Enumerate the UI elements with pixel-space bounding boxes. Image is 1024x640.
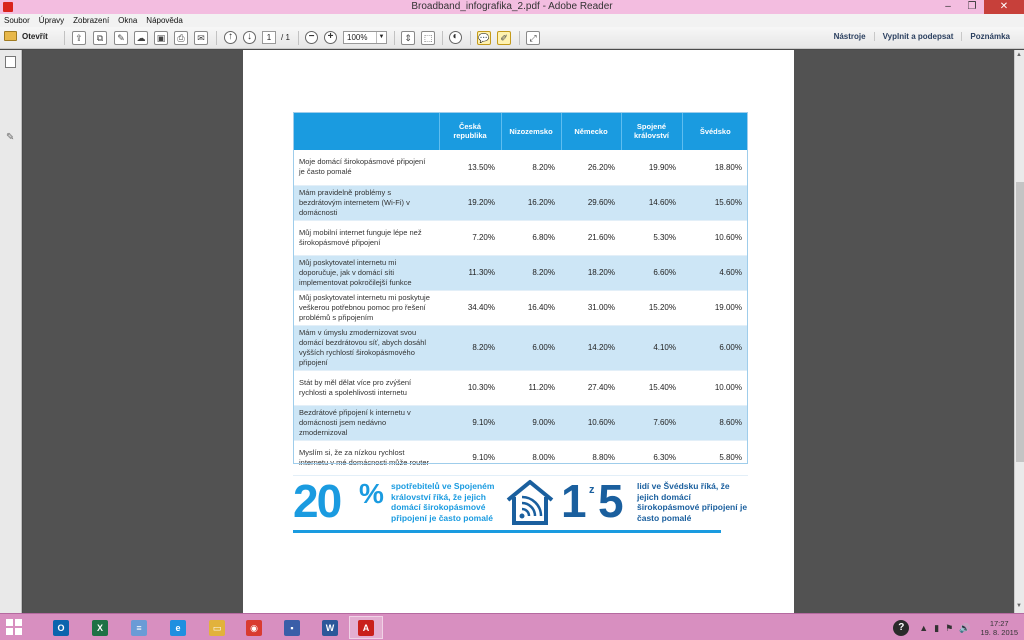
table-header: Švédsko xyxy=(682,112,748,150)
table-cell: 10.00% xyxy=(682,370,748,405)
table-header: Česká republika xyxy=(439,112,501,150)
row-label: Stát by měl dělat více pro zvýšení rychlosti a spolehlivosti internetu xyxy=(293,370,439,405)
stat1-text: spotřebitelů ve Spojeném království říká, že jejich domácí širokopásmové připojení je často pomalé xyxy=(391,481,495,523)
zoom-value: 100% xyxy=(347,33,368,42)
row-label: Mám v úmyslu zmodernizovat svou domácí bezdrátovou síť, abych dosáhl vyšších rychlostí širokopásmového připojení xyxy=(293,325,439,370)
table-cell: 6.00% xyxy=(682,325,748,370)
taskbar-app-excel[interactable] xyxy=(83,616,117,639)
house-wifi-icon xyxy=(505,478,555,526)
minimize-button[interactable]: – xyxy=(945,1,951,12)
table-cell: 6.30% xyxy=(621,440,682,475)
stat1-number: 20 xyxy=(293,475,341,527)
toolbar xyxy=(0,27,1024,49)
internet-explorer-icon: e xyxy=(170,620,186,636)
email-icon[interactable]: ✉ xyxy=(194,31,208,45)
comment-tab[interactable]: Poznámka xyxy=(961,32,1018,41)
close-button[interactable]: ✕ xyxy=(984,0,1024,14)
document-area[interactable] xyxy=(23,50,1014,613)
word-icon: W xyxy=(322,620,338,636)
infographic-divider xyxy=(293,530,721,533)
chrome-icon: ◉ xyxy=(246,620,262,636)
excel-icon: X xyxy=(92,620,108,636)
menu-soubor[interactable]: Soubor xyxy=(4,16,30,25)
menu-upravy[interactable]: Úpravy xyxy=(38,16,65,25)
folder-icon xyxy=(4,31,17,41)
help-icon[interactable]: ? xyxy=(893,620,909,636)
stat2-one: 1 xyxy=(561,475,587,527)
table-header-row xyxy=(293,112,748,150)
table-cell: 5.80% xyxy=(682,440,748,475)
table-cell: 27.40% xyxy=(561,370,621,405)
toolbar-divider xyxy=(442,31,443,45)
scrollbar-thumb[interactable] xyxy=(1016,182,1024,462)
table-row xyxy=(293,440,748,475)
toolbar-divider xyxy=(298,31,299,45)
outlook-icon: O xyxy=(53,620,69,636)
stat2-text: lidí ve Švédsku říká, že jejich domácí širokopásmové připojení je často pomalé xyxy=(637,481,748,523)
row-label: Moje domácí širokopásmové připojení je často pomalé xyxy=(293,150,439,185)
clock[interactable] xyxy=(980,619,1018,637)
read-mode-icon[interactable]: ◐ xyxy=(449,31,462,44)
table-cell: 6.60% xyxy=(621,255,682,290)
fit-width-icon[interactable]: ⬚ xyxy=(421,31,435,45)
table-cell: 10.60% xyxy=(561,405,621,440)
table-row xyxy=(293,255,748,290)
taskbar-app-adobe-reader[interactable] xyxy=(349,616,383,639)
print-icon[interactable]: ⎙ xyxy=(174,31,188,45)
page-number-input[interactable]: 1 xyxy=(262,31,276,44)
adobe-reader-icon: A xyxy=(358,620,374,636)
toolbar-divider xyxy=(394,31,395,45)
pdf-page xyxy=(243,50,794,613)
menu-napoveda[interactable]: Nápověda xyxy=(146,16,183,25)
zoom-out-icon[interactable]: − xyxy=(305,31,318,44)
table-cell: 31.00% xyxy=(561,290,621,325)
notepad-icon: ≡ xyxy=(131,620,147,636)
scroll-up-icon[interactable]: ▲ xyxy=(1016,52,1022,58)
table-cell: 5.30% xyxy=(621,220,682,255)
taskbar-app-internet-explorer[interactable] xyxy=(161,616,195,639)
stat1-percent-sign: % xyxy=(359,478,384,509)
table-cell: 4.10% xyxy=(621,325,682,370)
table-row xyxy=(293,325,748,370)
table-cell: 8.20% xyxy=(501,255,561,290)
row-label: Můj mobilní internet funguje lépe než širokopásmové připojení xyxy=(293,220,439,255)
start-button[interactable] xyxy=(6,619,22,635)
tools-tab[interactable]: Nástroje xyxy=(833,32,866,41)
title-bar xyxy=(0,0,1024,14)
table-cell: 29.60% xyxy=(561,185,621,220)
comment-icon[interactable]: 💬 xyxy=(478,33,490,43)
table-header xyxy=(293,112,439,150)
network-icon[interactable]: ▮ xyxy=(934,622,940,633)
fit-page-icon[interactable]: ⇕ xyxy=(401,31,415,45)
chevron-down-icon[interactable]: ▼ xyxy=(376,32,386,43)
toolbar-divider xyxy=(64,31,65,45)
table-cell: 8.80% xyxy=(561,440,621,475)
clock-time: 17:27 xyxy=(989,619,1009,628)
table-cell: 8.20% xyxy=(439,325,501,370)
table-cell: 16.40% xyxy=(501,290,561,325)
next-page-icon[interactable]: ↓ xyxy=(243,31,256,44)
table-cell: 8.60% xyxy=(682,405,748,440)
highlight-icon[interactable]: ✐ xyxy=(497,31,511,45)
toolbar-divider xyxy=(216,31,217,45)
maximize-button[interactable]: ❐ xyxy=(967,1,977,12)
table-cell: 18.20% xyxy=(561,255,621,290)
table-header: Německo xyxy=(561,112,621,150)
table-cell: 19.00% xyxy=(682,290,748,325)
table-cell: 34.40% xyxy=(439,290,501,325)
row-label: Můj poskytovatel internetu mi doporučuje, jak v domácí síti implementovat pokročilejší funkce xyxy=(293,255,439,290)
table-cell: 9.10% xyxy=(439,440,501,475)
table-cell: 16.20% xyxy=(501,185,561,220)
window-title: Broadband_infografika_2.pdf - Adobe Reader xyxy=(411,1,613,12)
page-thumbnails-icon[interactable] xyxy=(5,56,16,68)
survey-table xyxy=(293,112,748,476)
table-header: Nizozemsko xyxy=(501,112,561,150)
tray-arrow-icon[interactable]: ▲ xyxy=(919,623,929,633)
taskbar-app-chrome[interactable] xyxy=(237,616,271,639)
fill-sign-tab[interactable]: Vyplnit a podepsat xyxy=(874,32,962,41)
table-cell: 15.40% xyxy=(621,370,682,405)
cloud-icon[interactable]: ☁ xyxy=(134,31,148,45)
table-cell: 7.60% xyxy=(621,405,682,440)
table-row xyxy=(293,220,748,255)
navigation-pane xyxy=(0,50,22,613)
page-total: / 1 xyxy=(281,33,290,42)
fullscreen-icon[interactable]: ⤢ xyxy=(526,31,540,45)
menu-okna[interactable]: Okna xyxy=(118,16,138,25)
prev-page-icon[interactable]: ↑ xyxy=(224,31,237,44)
taskbar-app-outlook[interactable] xyxy=(44,616,78,639)
table-cell: 11.20% xyxy=(501,370,561,405)
system-tray xyxy=(893,617,1018,639)
menu-bar xyxy=(0,14,1024,27)
table-cell: 10.30% xyxy=(439,370,501,405)
taskbar-app-file-explorer[interactable] xyxy=(200,616,234,639)
table-cell: 8.00% xyxy=(501,440,561,475)
table-cell: 15.20% xyxy=(621,290,682,325)
menu-zobrazeni[interactable]: Zobrazení xyxy=(73,16,110,25)
table-cell: 15.60% xyxy=(682,185,748,220)
table-cell: 18.80% xyxy=(682,150,748,185)
edit-icon[interactable]: ✎ xyxy=(114,31,128,45)
file-explorer-icon: ▭ xyxy=(209,620,225,636)
open-label: Otevřít xyxy=(22,31,48,41)
clock-date: 19. 8. 2015 xyxy=(980,628,1018,637)
scroll-down-icon[interactable]: ▼ xyxy=(1016,603,1022,609)
row-label: Můj poskytovatel internetu mi poskytuje veškerou potřebnou pomoc pro řešení problémů s připojením xyxy=(293,290,439,325)
window-controls xyxy=(936,0,1024,14)
taskbar-app-notepad[interactable] xyxy=(122,616,156,639)
open-button[interactable] xyxy=(4,31,48,41)
table-cell: 9.10% xyxy=(439,405,501,440)
table-cell: 14.20% xyxy=(561,325,621,370)
table-row xyxy=(293,150,748,185)
taskbar xyxy=(0,613,1024,640)
save-disk-icon: ▪ xyxy=(284,620,300,636)
table-cell: 10.60% xyxy=(682,220,748,255)
row-label: Mám pravidelně problémy s bezdrátovým internetem (Wi-Fi) v domácnosti xyxy=(293,185,439,220)
attachments-icon[interactable]: ✎ xyxy=(6,132,15,143)
toolbar-divider xyxy=(519,31,520,45)
table-cell: 26.20% xyxy=(561,150,621,185)
table-cell: 6.80% xyxy=(501,220,561,255)
vertical-scrollbar[interactable] xyxy=(1014,50,1024,613)
save-icon[interactable]: ▣ xyxy=(154,31,168,45)
table-row xyxy=(293,405,748,440)
table-cell: 11.30% xyxy=(439,255,501,290)
taskbar-app-save-disk[interactable] xyxy=(275,616,309,639)
table-row xyxy=(293,290,748,325)
table-cell: 8.20% xyxy=(501,150,561,185)
taskbar-app-word[interactable] xyxy=(313,616,347,639)
table-header: Spojené království xyxy=(621,112,682,150)
table-cell: 21.60% xyxy=(561,220,621,255)
infographic xyxy=(293,476,748,534)
volume-icon[interactable]: 🔊 xyxy=(959,622,971,633)
table-cell: 4.60% xyxy=(682,255,748,290)
table-cell: 19.90% xyxy=(621,150,682,185)
table-cell: 9.00% xyxy=(501,405,561,440)
table-cell: 19.20% xyxy=(439,185,501,220)
zoom-in-icon[interactable]: + xyxy=(324,31,337,44)
export-pdf-icon[interactable]: ⧉ xyxy=(93,31,107,45)
zoom-select[interactable] xyxy=(343,31,387,44)
stat2-z: z xyxy=(589,484,595,496)
flag-icon[interactable]: ⚑ xyxy=(945,622,954,633)
row-label: Bezdrátové připojení k internetu v domácnosti jsem nedávno zmodernizoval xyxy=(293,405,439,440)
table-cell: 14.60% xyxy=(621,185,682,220)
table-cell: 13.50% xyxy=(439,150,501,185)
row-label: Myslím si, že za nízkou rychlost internetu v mé domácnosti může router xyxy=(293,440,439,475)
create-pdf-icon[interactable]: ⇪ xyxy=(72,31,86,45)
table-cell: 6.00% xyxy=(501,325,561,370)
table-row xyxy=(293,185,748,220)
toolbar-divider xyxy=(470,31,471,45)
table-row xyxy=(293,370,748,405)
stat2-five: 5 xyxy=(598,475,624,527)
table-cell: 7.20% xyxy=(439,220,501,255)
toolbar-right-panel xyxy=(826,32,1018,41)
